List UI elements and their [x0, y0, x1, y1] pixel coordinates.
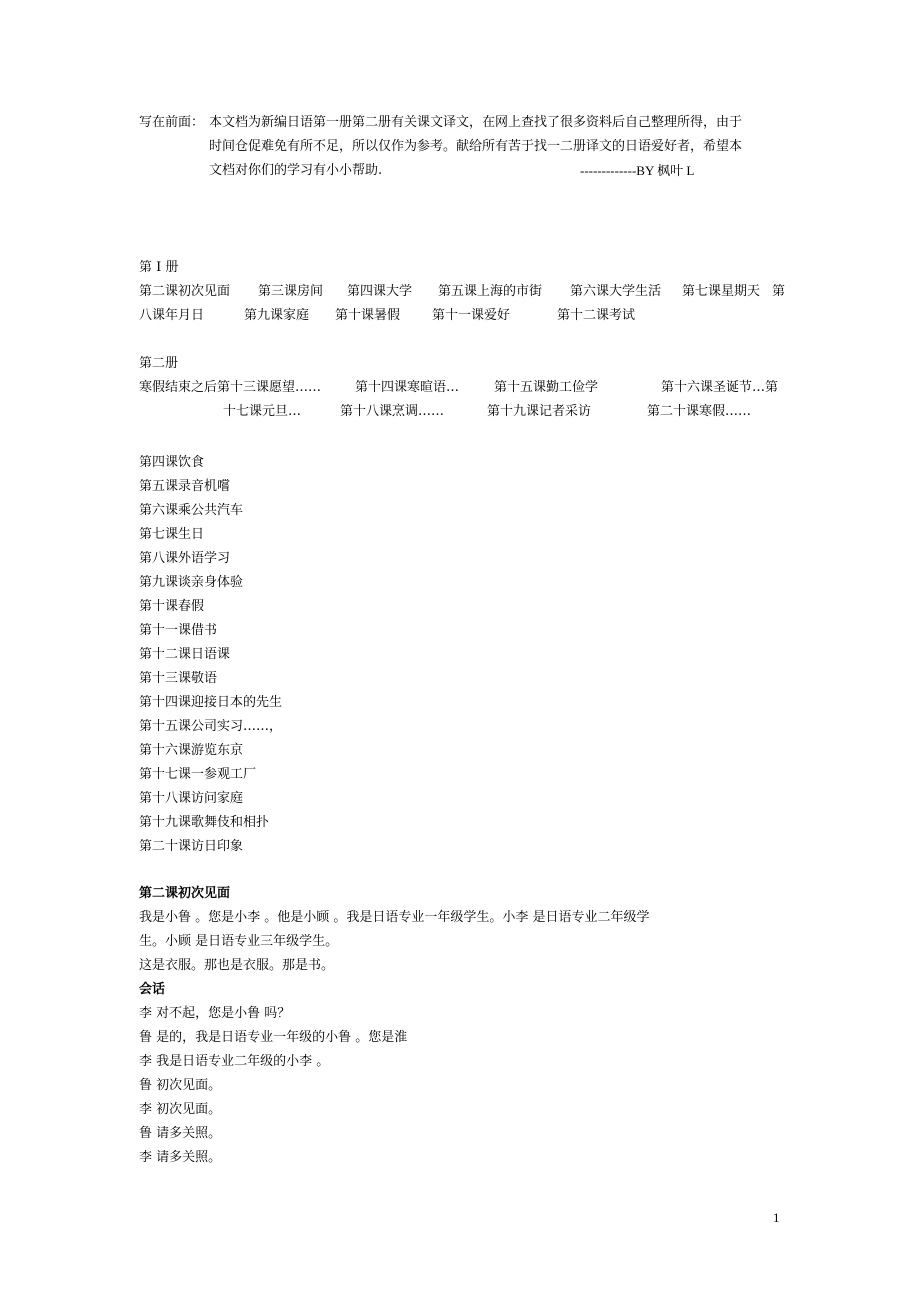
dialog-heading: 会话 [139, 982, 166, 997]
intro-signature: -------------BY 枫叶 L [580, 163, 695, 178]
book1-title: 第 I 册 [139, 260, 179, 275]
intro-label: 写在前面： [139, 115, 205, 130]
book1-row2-item: 第十课暑假 [335, 308, 401, 323]
dialog-line: 李 初次见面。 [139, 1102, 222, 1117]
book2-row1-item: 第十六课圣诞节…第 [661, 380, 779, 395]
book1-row1-item: 第五课上海的市街 [438, 284, 543, 299]
dialog-line: 李 请多关照。 [139, 1150, 222, 1165]
book1-row1-item: 第三课房间 [258, 284, 324, 299]
book1-row1-item: 第二课初次见面 [139, 284, 231, 299]
book2-title: 第二册 [139, 356, 179, 371]
book1-row2-item: 第十二课考试 [557, 308, 636, 323]
lesson2-text-line: 这是衣服。那也是衣服。那是书。 [139, 958, 335, 973]
page-number: 1 [773, 1210, 780, 1225]
lesson-list-item: 第十二课日语课 [139, 647, 231, 662]
intro-line-1: 本文档为新编日语第一册第二册有关课文译文，在网上查找了很多资料后自己整理所得，由于 [209, 115, 743, 130]
book1-row2-item: 第九课家庭 [244, 308, 310, 323]
lesson-list-item: 第十一课借书 [139, 623, 218, 638]
intro-line-3: 文档对你们的学习有小小帮助. [209, 163, 383, 178]
dialog-line: 鲁 初次见面。 [139, 1078, 222, 1093]
book2-row1-item: 第十五课勤工俭学 [494, 380, 599, 395]
book1-row2-item: 八课年月日 [139, 308, 205, 323]
dialog-line: 鲁 请多关照。 [139, 1126, 222, 1141]
lesson2-text-line: 我是小鲁 。您是小李 。他是小顾 。我是日语专业一年级学生。小李 是日语专业二年级学 [139, 910, 650, 925]
dialog-line: 鲁 是的，我是日语专业一年级的小鲁 。您是淮 [139, 1030, 408, 1045]
book2-row2-item: 第二十课寒假…… [647, 404, 752, 419]
book1-row2-item: 第十一课爱好 [432, 308, 511, 323]
book1-row1-item: 第四课大学 [347, 284, 413, 299]
lesson-list-item: 第七课生日 [139, 527, 205, 542]
lesson-list-item: 第十课春假 [139, 599, 205, 614]
intro-line-2: 时间仓促难免有所不足，所以仅作为参考。献给所有苦于找一二册译文的日语爱好者，希望本 [209, 139, 743, 154]
lesson-list [139, 451, 282, 859]
book1-row1-item: 第六课大学生活 [570, 284, 662, 299]
lesson-list-item: 第九课谈亲身体验 [139, 575, 244, 590]
lesson-list-item: 第十七课一参观工厂 [139, 767, 257, 782]
lesson-list-item: 第十六课游览东京 [139, 743, 244, 758]
lesson-list-item: 第四课饮食 [139, 455, 205, 470]
lesson2-heading: 第二课初次见面 [139, 886, 231, 901]
lesson-list-item: 第十四课迎接日本的先生 [139, 695, 283, 710]
book2-row2-item: 第十八课烹调…… [340, 404, 445, 419]
book1-row1-item: 第 [772, 284, 786, 299]
dialog-line: 李 我是日语专业二年级的小李 。 [139, 1054, 330, 1069]
lesson-list-item: 第二十课访日印象 [139, 839, 244, 854]
dialog-line: 李 对不起，您是小鲁 吗？ [139, 1006, 291, 1021]
book2-row2-item: 十七课元旦… [223, 404, 302, 419]
book2-row1-item: 第十四课寒暄语… [355, 380, 460, 395]
lesson-list-item: 第十三课敬语 [139, 671, 218, 686]
lesson-list-item: 第八课外语学习 [139, 551, 231, 566]
lesson-list-item: 第六课乘公共汽车 [139, 503, 244, 518]
lesson2-text-line: 生。小顾 是日语专业三年级学生。 [139, 934, 339, 949]
lesson-list-item: 第十五课公司实习……， [139, 719, 283, 734]
lesson-list-item: 第十九课歌舞伎和相扑 [139, 815, 270, 830]
book2-row1-item: 寒假结束之后第十三课愿望…… [139, 380, 322, 395]
book2-row2-item: 第十九课记者采访 [487, 404, 592, 419]
lesson-list-item: 第十八课访问家庭 [139, 791, 244, 806]
lesson-list-item: 第五课录音机嚐 [139, 479, 231, 494]
book1-row1-item: 第七课星期天 [682, 284, 761, 299]
